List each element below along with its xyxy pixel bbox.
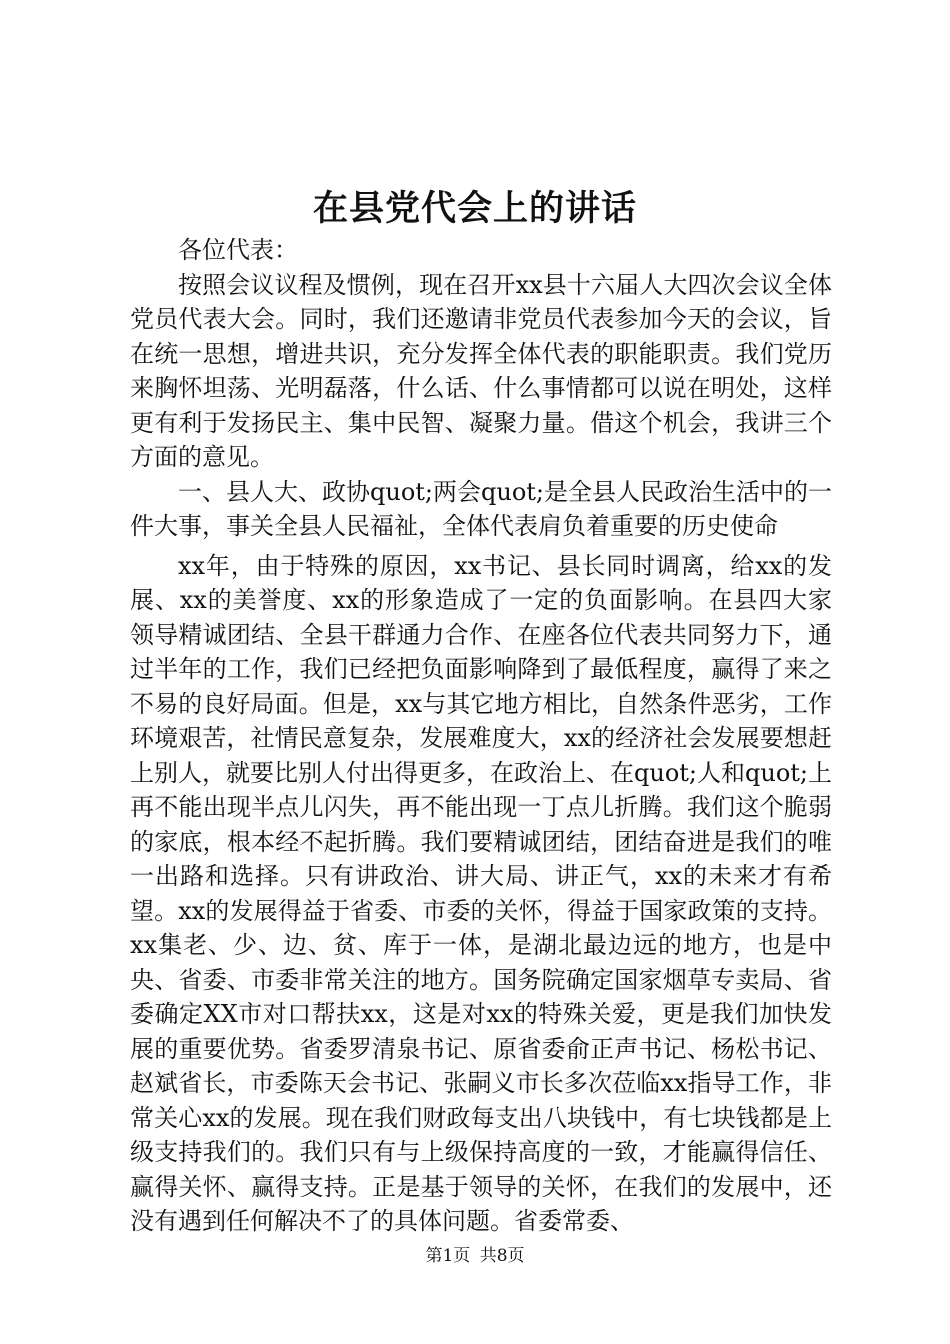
paragraph-body: xx年，由于特殊的原因，xx书记、县长同时调离，给xx的发展、xx的美誉度、xx的形象造成了一定的负面影响。在县四大家领导精诚团结、全县干群通力合作、在座各位代表共同努力下，通过半年的工作，我们已经把负面影响降到了最低程度，赢得了来之不易的良好局面。但是，xx与其它地方相比，自然条件恶劣，工作环境艰苦，社情民意复杂，发展难度大，xx的经济社会发展要想赶上别人，就要比别人付出得更多，在政治上、在quot;人和quot;上再不能出现半点儿闪失，再不能出现一丁点儿折腾。我们这个脆弱的家底，根本经不起折腾。我们要精诚团结，团结奋进是我们的唯一出路和选择。只有讲政治、讲大局、讲正气，xx的未来才有希望。xx的发展得益于省委、市委的关怀，得益于国家政策的支持。xx集老、少、边、贫、库于一体，是湖北最边远的地方，也是中央、省委、市委非常关注的地方。国务院确定国家烟草专卖局、省委确定XX市对口帮扶xx，这是对xx的特殊关爱，更是我们加快发展的重要优势。省委罗清泉书记、原省委俞正声书记、杨松书记、赵斌省长，市委陈天会书记、张嗣义市长多次莅临xx指导工作，非常关心xx的发展。现在我们财政每支出八块钱中，有七块钱都是上级支持我们的。我们只有与上级保持高度的一致，才能赢得信任、赢得关怀、赢得支持。正是基于领导的关怀，在我们的发展中，还没有遇到任何解决不了的具体问题。省委常委、	[130, 551, 832, 1235]
paragraph-intro: 按照会议议程及惯例，现在召开xx县十六届人大四次会议全体党员代表大会。同时，我们还邀请非党员代表参加今天的会议，旨在统一思想，增进共识，充分发挥全体代表的职能职责。我们党历来胸怀坦荡、光明磊落，什么话、什么事情都可以说在明处，这样更有利于发扬民主、集中民智、凝聚力量。借这个机会，我讲三个方面的意见。	[130, 270, 832, 471]
document-body	[130, 233, 832, 1239]
page-title: 在县党代会上的讲话	[312, 188, 637, 229]
salutation: 各位代表：	[178, 236, 298, 264]
page-footer	[0, 1244, 950, 1268]
page-number-total: 共8页	[479, 1246, 525, 1266]
section-heading-one: 一、县人大、政协quot;两会quot;是全县人民政治生活中的一件大事，事关全县人民福祉，全体代表肩负着重要的历史使命	[130, 477, 832, 540]
page-number-current: 第1页	[425, 1246, 471, 1266]
